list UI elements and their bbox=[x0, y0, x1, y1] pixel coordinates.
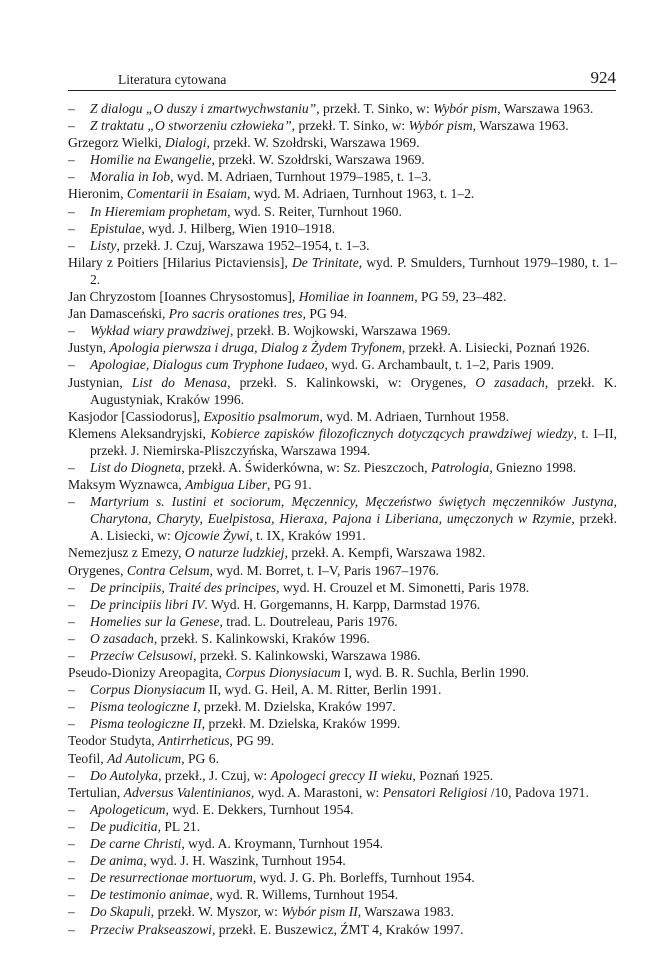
entry-text: , przekł. W. Szołdrski, Warszawa 1969. bbox=[206, 135, 420, 151]
entry-text: , wyd. M. Borret, t. I–V, Paris 1967–1976. bbox=[209, 562, 439, 578]
entry-title-italic: Do Skapuli bbox=[90, 904, 151, 920]
entry-text: Justyn, bbox=[68, 340, 110, 356]
bibliography-subentry bbox=[68, 579, 617, 596]
entry-title-italic: Wybór pism bbox=[408, 118, 473, 134]
entry-title-italic: Wykład wiary prawdziwej bbox=[90, 323, 230, 339]
entry-text: , wyd. J. Hilberg, Wien 1910–1918. bbox=[141, 220, 336, 236]
entry-text: , przekł. S. Kalinkowski, w: Orygenes, bbox=[227, 374, 476, 390]
entry-dash: – bbox=[68, 836, 75, 852]
entry-dash: – bbox=[68, 613, 75, 629]
entry-title-italic: List do Diogneta bbox=[90, 459, 182, 475]
entry-text: , przekł. M. Dzielska, Kraków 1997. bbox=[197, 699, 396, 715]
entry-text: , przekł. K. Augustyniak, Kraków 1996. bbox=[90, 374, 617, 407]
entry-text: , wyd. M. Adriaen, Turnhout 1979–1985, t. 1–3. bbox=[170, 169, 432, 185]
entry-title-italic: Homilie na Ewangelie bbox=[90, 152, 212, 168]
entry-title-italic: Epistulae bbox=[90, 220, 142, 236]
entry-dash: – bbox=[68, 630, 75, 646]
entry-title-italic: Listy bbox=[90, 237, 117, 253]
entry-dash: – bbox=[68, 921, 75, 937]
entry-text: , przekł. W. Szołdrski, Warszawa 1969. bbox=[211, 152, 425, 168]
entry-text: . Wyd. H. Gorgemanns, H. Karpp, Darmstad 1976. bbox=[204, 596, 481, 612]
entry-text: , przekł. M. Dzielska, Kraków 1999. bbox=[201, 716, 401, 732]
bibliography-entry bbox=[68, 784, 617, 801]
entry-title-italic: Apologiae, Dialogus cum Tryphone Iudaeo bbox=[90, 357, 325, 373]
entry-text: Justynian, bbox=[68, 374, 132, 390]
entry-text: Teodor Studyta, bbox=[68, 733, 159, 749]
entry-text: , Warszawa 1963. bbox=[497, 101, 594, 116]
entry-text: , przekł. S. Kalinkowski, Kraków 1996. bbox=[153, 630, 370, 646]
entry-text: /10, Padova 1971. bbox=[487, 784, 589, 800]
bibliography-subentry bbox=[68, 630, 617, 647]
entry-title-italic: Dialogi bbox=[164, 135, 207, 151]
entry-dash: – bbox=[68, 648, 75, 663]
entry-text: , wyd. A. Marastoni, w: bbox=[250, 784, 383, 800]
entry-text: , wyd. G. Archambault, t. 1–2, Paris 1909. bbox=[324, 357, 555, 373]
bibliography-subentry bbox=[68, 151, 617, 168]
bibliography-subentry bbox=[68, 835, 617, 852]
entry-title-italic: Kobierce zapisków filozoficznych dotyczących prawdziwej wiedzy bbox=[210, 425, 574, 441]
entry-text: Hilary z Poitiers [Hilarius Pictaviensis], bbox=[68, 254, 292, 270]
entry-dash: – bbox=[68, 682, 75, 698]
entry-dash: – bbox=[68, 818, 75, 834]
entry-text: , wyd. A. Kroymann, Turnhout 1954. bbox=[181, 836, 384, 852]
entry-title-italic: De carne Christi bbox=[90, 836, 182, 852]
entry-title-italic: Adversus Valentinianos bbox=[123, 784, 251, 800]
entry-text: , wyd. M. Adriaen, Turnhout 1963, t. 1–2. bbox=[247, 186, 475, 202]
entry-title-italic: Ad Autolicum bbox=[107, 750, 182, 766]
entry-title-italic: Pisma teologiczne I bbox=[90, 699, 198, 715]
bibliography-subentry bbox=[68, 596, 617, 613]
entry-text: , przekł. A. Kempfi, Warszawa 1982. bbox=[284, 545, 486, 561]
bibliography-entry bbox=[68, 476, 617, 493]
entry-text: Kasjodor [Cassiodorus], bbox=[68, 408, 204, 424]
entry-dash: – bbox=[68, 699, 75, 715]
page-number: 924 bbox=[590, 68, 616, 87]
entry-title-italic: Z dialogu „O duszy i zmartwychwstaniu” bbox=[90, 101, 317, 116]
entry-title-italic: De testimonio animae bbox=[90, 887, 210, 903]
bibliography-entry bbox=[68, 750, 617, 767]
entry-text: II, wyd. G. Heil, A. M. Ritter, Berlin 1991. bbox=[205, 682, 442, 698]
entry-title-italic: De Trinitate bbox=[291, 254, 359, 270]
entry-text: , przekł. J. Czuj, Warszawa 1952–1954, t. 1–3. bbox=[116, 237, 370, 253]
bibliography-subentry bbox=[68, 220, 617, 237]
running-header bbox=[68, 66, 616, 94]
entry-text: , przekł. W. Myszor, w: bbox=[150, 904, 282, 920]
entry-dash: – bbox=[68, 767, 75, 783]
bibliography-subentry bbox=[68, 168, 617, 185]
entry-text: Teofil, bbox=[68, 750, 108, 766]
bibliography-entry bbox=[68, 305, 617, 322]
entry-text: Jan Chryzostom [Ioannes Chrysostomus], bbox=[68, 289, 299, 305]
header-rule bbox=[68, 90, 616, 91]
bibliography-entry bbox=[68, 374, 617, 408]
entry-text: , wyd. S. Reiter, Turnhout 1960. bbox=[227, 203, 402, 219]
entry-title-italic: Comentarii in Esaiam bbox=[126, 186, 247, 202]
entry-text: , przekł. T. Sinko, w: bbox=[291, 118, 409, 134]
entry-dash: – bbox=[68, 853, 75, 869]
bibliography-subentry bbox=[68, 613, 617, 630]
entry-dash: – bbox=[68, 169, 75, 185]
bibliography-subentry bbox=[68, 852, 617, 869]
entry-text: Maksym Wyznawca, bbox=[68, 477, 186, 493]
entry-text: , przekł. A. Świderkówna, w: Sz. Pieszczoch, bbox=[181, 459, 431, 475]
bibliography-entry bbox=[68, 544, 617, 561]
entry-dash: – bbox=[68, 357, 75, 373]
running-title: Literatura cytowana bbox=[118, 72, 227, 87]
bibliography-entry bbox=[68, 288, 617, 305]
entry-title-italic: Apologeci greccy II wieku bbox=[270, 767, 413, 783]
entry-text: , Warszawa 1983. bbox=[357, 904, 454, 920]
entry-text: , Gniezno 1998. bbox=[489, 459, 577, 475]
entry-text: Grzegorz Wielki, bbox=[68, 135, 165, 151]
entry-title-italic: De resurrectionae mortuorum bbox=[90, 870, 253, 886]
entry-text: , przekł. A. Lisiecki, w: bbox=[90, 511, 617, 544]
entry-title-italic: Moralia in Iob bbox=[90, 169, 171, 185]
entry-dash: – bbox=[68, 579, 75, 595]
bibliography-entry bbox=[68, 732, 617, 749]
entry-title-italic: Przeciw Prakseaszowi bbox=[90, 921, 212, 937]
entry-title-italic: O naturze ludzkiej bbox=[184, 545, 285, 561]
bibliography-subentry bbox=[68, 237, 617, 254]
entry-dash: – bbox=[68, 596, 75, 612]
bibliography-entry bbox=[68, 254, 617, 288]
bibliography-list bbox=[68, 100, 617, 938]
entry-text: , przekł. A. Lisiecki, Poznań 1926. bbox=[401, 340, 590, 356]
entry-dash: – bbox=[68, 494, 75, 510]
bibliography-subentry bbox=[68, 493, 617, 544]
bibliography-subentry bbox=[68, 903, 617, 920]
entry-text: , PG 94. bbox=[302, 306, 348, 322]
entry-text: , przekł. B. Wojkowski, Warszawa 1969. bbox=[229, 323, 451, 339]
entry-text: Orygenes, bbox=[68, 562, 127, 578]
bibliography-subentry bbox=[68, 818, 617, 835]
entry-title-italic: Antirrheticus bbox=[158, 733, 230, 749]
bibliography-subentry bbox=[68, 117, 617, 134]
bibliography-entry bbox=[68, 339, 617, 356]
entry-dash: – bbox=[68, 801, 75, 817]
entry-text: , PG 59, 23–482. bbox=[414, 289, 507, 305]
bibliography-entry bbox=[68, 408, 617, 425]
entry-title-italic: De anima bbox=[90, 853, 144, 869]
entry-text: , przekł., J. Czuj, w: bbox=[158, 767, 271, 783]
bibliography-subentry bbox=[68, 647, 617, 664]
entry-dash: – bbox=[68, 716, 75, 732]
entry-title-italic: Do Autolyka bbox=[90, 767, 159, 783]
bibliography-subentry bbox=[68, 698, 617, 715]
entry-title-italic: Wybór pism bbox=[433, 101, 498, 116]
entry-text: I, wyd. B. R. Suchla, Berlin 1990. bbox=[340, 665, 530, 681]
entry-text: Jan Damasceński, bbox=[68, 306, 169, 322]
entry-title-italic: Homelies sur la Genese bbox=[90, 613, 220, 629]
entry-title-italic: Ambigua Liber bbox=[185, 477, 268, 493]
entry-title-italic: Pensatori Religiosi bbox=[382, 784, 488, 800]
bibliography-subentry bbox=[68, 356, 617, 373]
entry-title-italic: O zasadach bbox=[475, 374, 545, 390]
entry-text: , PL 21. bbox=[157, 818, 201, 834]
entry-text: , Warszawa 1963. bbox=[472, 118, 569, 134]
entry-text: , PG 99. bbox=[229, 733, 275, 749]
entry-text: , wyd. R. Willems, Turnhout 1954. bbox=[209, 887, 399, 903]
entry-text: , wyd. E. Dekkers, Turnhout 1954. bbox=[165, 801, 354, 817]
entry-title-italic: List do Menasa bbox=[131, 374, 228, 390]
entry-title-italic: Contra Celsum bbox=[126, 562, 210, 578]
entry-text: , PG 91. bbox=[267, 477, 312, 493]
entry-text: , t. I–II, przekł. J. Niemirska-Pliszczyńska, Warszawa 1994. bbox=[90, 425, 618, 458]
bibliography-subentry bbox=[68, 100, 617, 117]
entry-title-italic: Wybór pism II bbox=[281, 904, 358, 920]
entry-title-italic: Pisma teologiczne II bbox=[90, 716, 202, 732]
bibliography-subentry bbox=[68, 681, 617, 698]
entry-dash: – bbox=[68, 237, 75, 253]
entry-title-italic: Ojcowie Żywi bbox=[174, 528, 250, 544]
entry-title-italic: Homiliae in Ioannem bbox=[298, 289, 415, 305]
entry-text: , wyd. H. Crouzel et M. Simonetti, Paris 1978. bbox=[276, 579, 530, 595]
bibliography-subentry bbox=[68, 715, 617, 732]
entry-dash: – bbox=[68, 101, 75, 116]
entry-dash: – bbox=[68, 203, 75, 219]
bibliography-subentry bbox=[68, 886, 617, 903]
entry-dash: – bbox=[68, 220, 75, 236]
entry-text: , przekł. E. Buszewicz, ŹMT 4, Kraków 1997. bbox=[211, 921, 464, 937]
bibliography-entry bbox=[68, 562, 617, 579]
entry-title-italic: Corpus Dionysiacum bbox=[225, 665, 341, 681]
entry-title-italic: Pro sacris orationes tres bbox=[168, 306, 303, 322]
entry-title-italic: O zasadach bbox=[90, 630, 154, 646]
entry-dash: – bbox=[68, 870, 75, 886]
entry-text: , wyd. M. Adriaen, Turnhout 1958. bbox=[319, 408, 510, 424]
entry-title-italic: Martyrium s. Iustini et sociorum, Męczennicy, Męczeństwo świętych męczenników Justyna, Charytona, Charyty, Euelpistosa, Hieraxa, Pajona i Liberiana, umęczonych w Rzymie bbox=[90, 494, 617, 527]
entry-text: , przekł. T. Sinko, w: bbox=[316, 101, 434, 116]
entry-text: , Poznań 1925. bbox=[412, 767, 494, 783]
bibliography-subentry bbox=[68, 767, 617, 784]
entry-dash: – bbox=[68, 887, 75, 903]
entry-title-italic: Corpus Dionysiacum bbox=[90, 682, 206, 698]
entry-text: , PG 6. bbox=[181, 750, 219, 766]
entry-dash: – bbox=[68, 459, 75, 475]
bibliography-entry bbox=[68, 664, 617, 681]
bibliography-subentry bbox=[68, 203, 617, 220]
entry-title-italic: Apologia pierwsza i druga, Dialog z Żydem Tryfonem bbox=[109, 340, 402, 356]
bibliography-entry bbox=[68, 425, 617, 459]
bibliography-subentry bbox=[68, 921, 617, 938]
entry-text: , wyd. P. Smulders, Turnhout 1979–1980, t. 1–2. bbox=[90, 254, 617, 287]
entry-title-italic: In Hieremiam prophetam bbox=[90, 203, 228, 219]
entry-dash: – bbox=[68, 152, 75, 168]
entry-text: , przekł. S. Kalinkowski, Warszawa 1986. bbox=[193, 648, 421, 663]
entry-title-italic: Apologeticum bbox=[90, 801, 166, 817]
entry-title-italic: De principiis libri IV bbox=[90, 596, 205, 612]
entry-dash: – bbox=[68, 118, 75, 134]
entry-text: , trad. L. Doutreleau, Paris 1976. bbox=[219, 613, 398, 629]
bibliography-subentry bbox=[68, 801, 617, 818]
entry-title-italic: Z traktatu „O stworzeniu człowieka” bbox=[90, 118, 292, 134]
entry-title-italic: Przeciw Celsusowi bbox=[90, 648, 194, 663]
entry-dash: – bbox=[68, 904, 75, 920]
entry-title-italic: Expositio psalmorum bbox=[203, 408, 320, 424]
entry-title-italic: De principiis, Traité des principes bbox=[90, 579, 277, 595]
entry-title-italic: De pudicitia bbox=[90, 818, 158, 834]
bibliography-subentry bbox=[68, 869, 617, 886]
entry-text: Tertulian, bbox=[68, 784, 124, 800]
entry-text: Hieronim, bbox=[68, 186, 127, 202]
entry-text: Pseudo-Dionizy Areopagita, bbox=[68, 665, 226, 681]
entry-text: , wyd. J. G. Ph. Borleffs, Turnhout 1954. bbox=[252, 870, 475, 886]
entry-dash: – bbox=[68, 323, 75, 339]
entry-text: Nemezjusz z Emezy, bbox=[68, 545, 185, 561]
entry-title-italic: Patrologia bbox=[430, 459, 490, 475]
bibliography-entry bbox=[68, 134, 617, 151]
bibliography-subentry bbox=[68, 322, 617, 339]
entry-text: , t. IX, Kraków 1991. bbox=[249, 528, 366, 544]
entry-text: Klemens Aleksandryjski, bbox=[68, 425, 211, 441]
bibliography-entry bbox=[68, 185, 617, 202]
entry-text: , wyd. J. H. Waszink, Turnhout 1954. bbox=[143, 853, 346, 869]
bibliography-subentry bbox=[68, 459, 617, 476]
